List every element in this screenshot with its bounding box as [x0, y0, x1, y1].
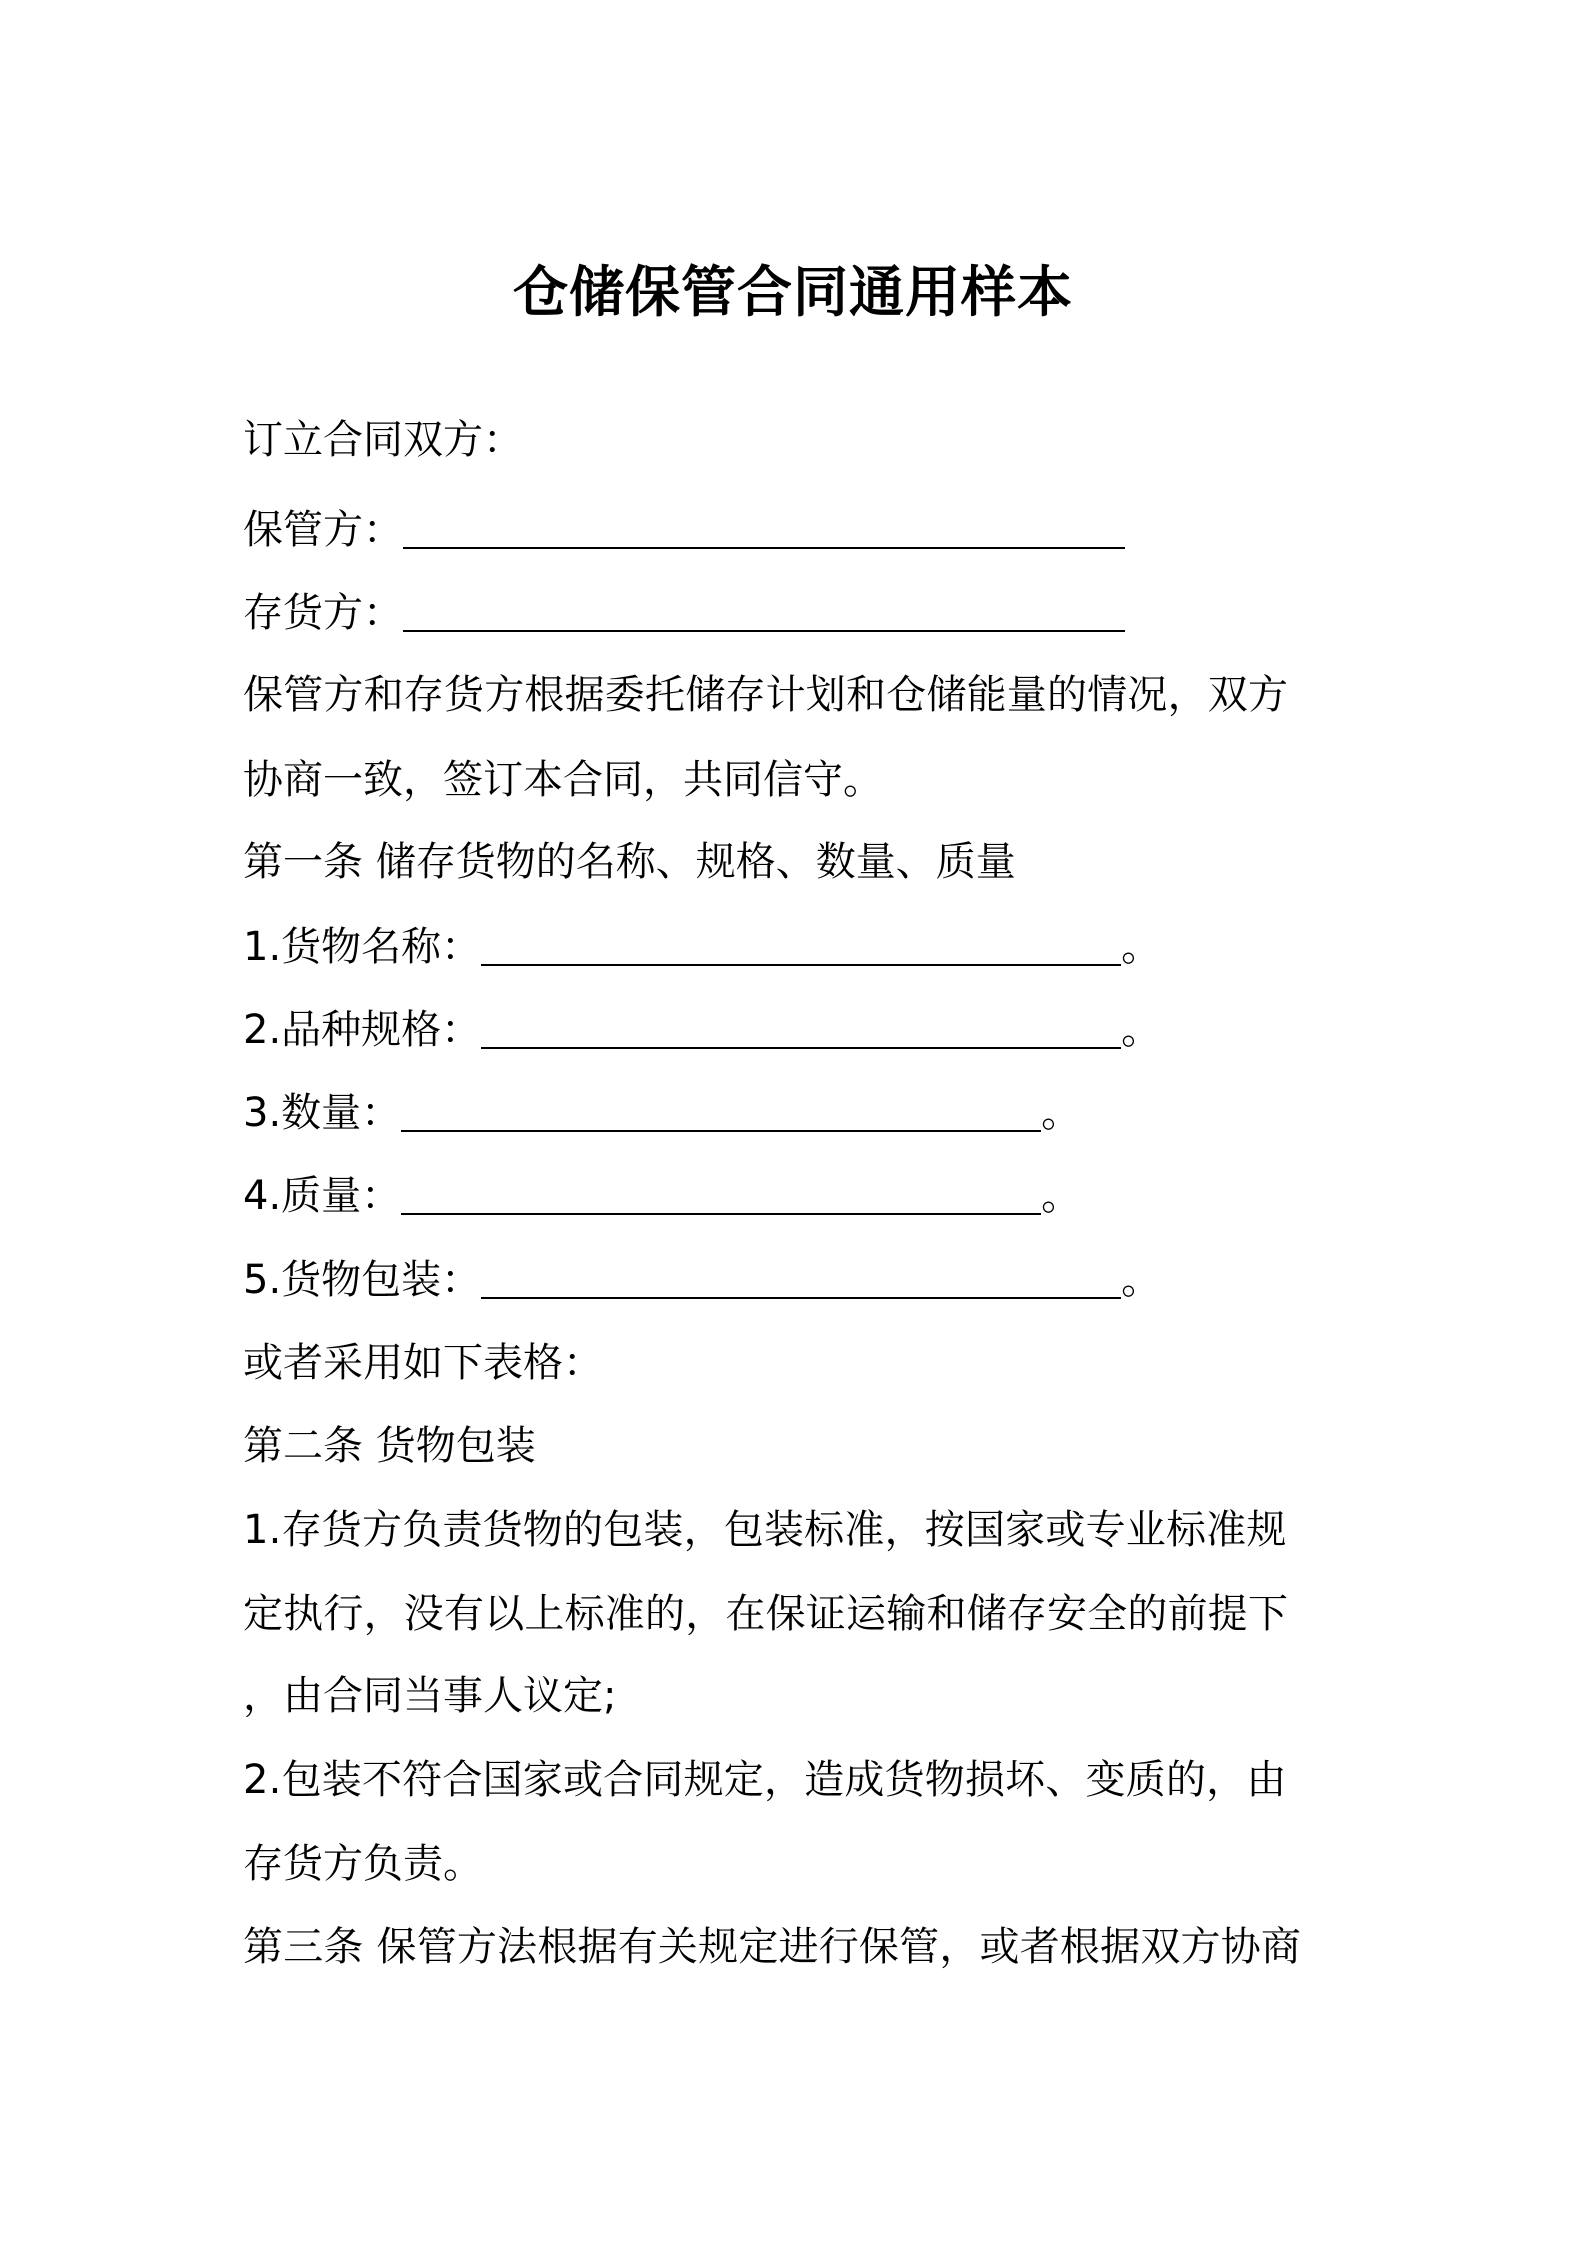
item5-end: 。 [1121, 1257, 1162, 1303]
parties-heading: 订立合同双方： [243, 417, 523, 463]
item2-label: 2.品种规格： [243, 1007, 482, 1053]
item3-line [243, 1083, 1353, 1143]
item1-end: 。 [1121, 924, 1162, 970]
article2-p1-line-3: ，由合同当事人议定; [243, 1673, 617, 1719]
depositor-blank-field[interactable] [403, 590, 1125, 632]
article3-line-1: 第三条 保管方法根据有关规定进行保管，或者根据双方协商 [243, 1924, 1302, 1970]
quantity-blank-field[interactable] [401, 1090, 1041, 1132]
item4-label: 4.质量： [243, 1173, 402, 1219]
custodian-blank-field[interactable] [403, 507, 1125, 549]
item4-end: 。 [1041, 1173, 1082, 1219]
article2-p2-line-1: 2.包装不符合国家或合同规定，造成货物损坏、变质的，由 [243, 1757, 1287, 1803]
item2-end: 。 [1121, 1007, 1162, 1053]
item5-line [243, 1250, 1353, 1310]
specification-blank-field[interactable] [481, 1007, 1121, 1049]
article2-p1-line-2: 定执行，没有以上标准的，在保证运输和储存安全的前提下 [243, 1591, 1289, 1637]
item4-line [243, 1166, 1353, 1226]
item1-label: 1.货物名称： [243, 924, 482, 970]
custodian-label: 保管方： [243, 507, 403, 553]
depositor-line [243, 583, 1353, 643]
document-title: 仓储保管合同通用样本 [512, 260, 1073, 324]
article2-p1-line-1: 1.存货方负责货物的包装，包装标准，按国家或专业标准规 [243, 1507, 1287, 1553]
quality-blank-field[interactable] [401, 1173, 1041, 1215]
article2-p2-line-2: 存货方负责。 [243, 1841, 483, 1887]
intro-line-1: 保管方和存货方根据委托储存计划和仓储能量的情况，双方 [243, 672, 1289, 718]
table-note: 或者采用如下表格： [243, 1340, 603, 1386]
packaging-blank-field[interactable] [481, 1257, 1121, 1299]
item3-end: 。 [1041, 1090, 1082, 1136]
depositor-label: 存货方： [243, 590, 403, 636]
intro-line-2: 协商一致，签订本合同，共同信守。 [243, 757, 883, 803]
article2-heading: 第二条 货物包装 [243, 1423, 536, 1469]
item2-line [243, 1000, 1353, 1060]
item1-line [243, 917, 1353, 977]
article1-heading: 第一条 储存货物的名称、规格、数量、质量 [243, 839, 1016, 885]
goods-name-blank-field[interactable] [481, 924, 1121, 966]
item3-label: 3.数量： [243, 1090, 402, 1136]
item5-label: 5.货物包装： [243, 1257, 482, 1303]
custodian-line [243, 500, 1353, 560]
